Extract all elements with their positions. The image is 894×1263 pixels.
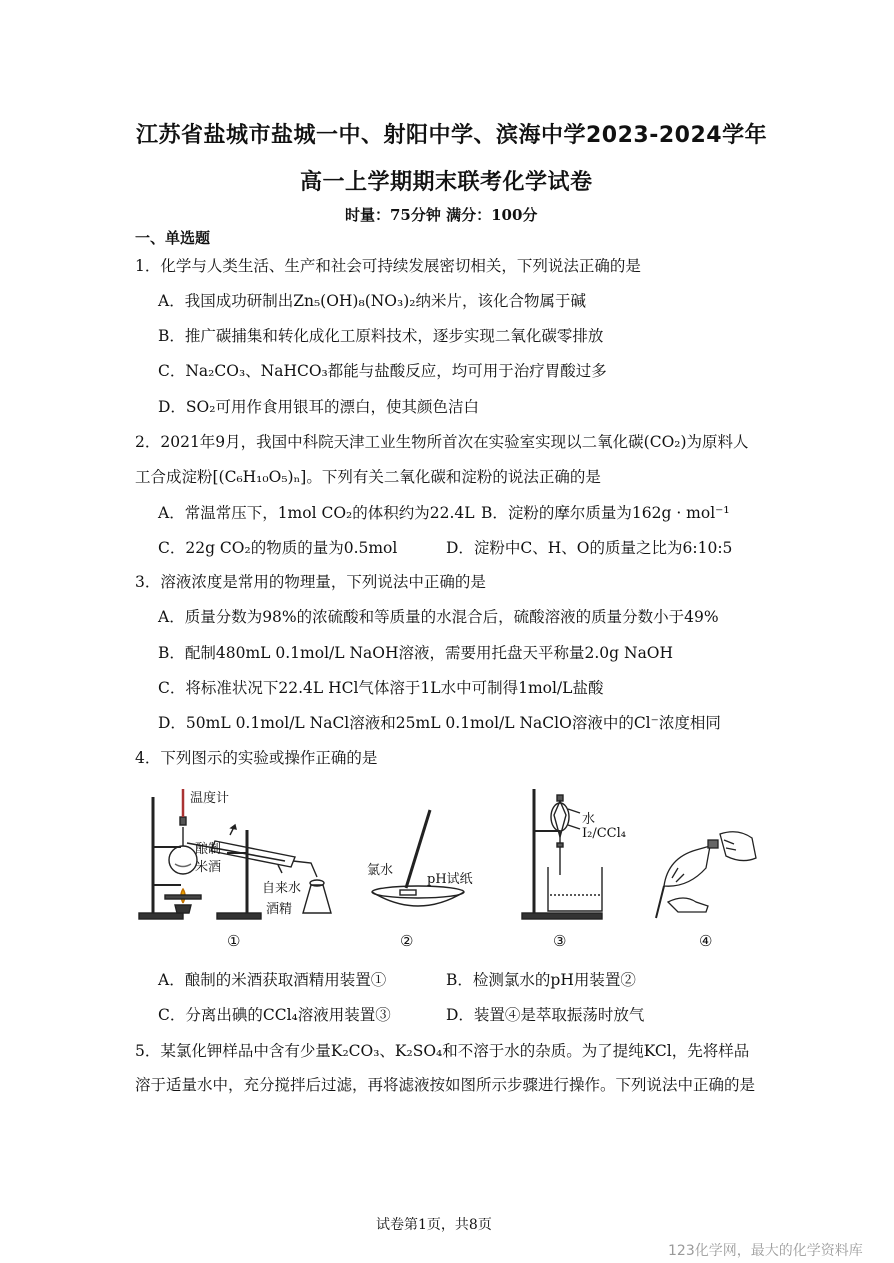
q3-option-b: B．配制480mL 0.1mol/L NaOH溶液，需要用托盘天平称量2.0g NaOH (158, 644, 674, 662)
q2-stem-line2: 工合成淀粉[(C₆H₁₀O₅)ₙ]。下列有关二氧化碳和淀粉的说法正确的是 (135, 468, 601, 486)
q1-option-c: C．Na₂CO₃、NaHCO₃都能与盐酸反应，均可用于治疗胃酸过多 (158, 362, 607, 380)
label-chlorine-water: 氯水 (367, 863, 394, 878)
label-rice-wine-2: 米酒 (195, 860, 222, 875)
q1-option-d: D．SO₂可用作食用银耳的漂白，使其颜色洁白 (158, 398, 479, 416)
figure-number-2: ② (400, 932, 414, 950)
q3-option-c: C．将标准状况下22.4L HCl气体溶于1L水中可制得1mol/L盐酸 (158, 679, 604, 697)
separatory-funnel-figure (518, 785, 618, 925)
figure-number-3: ③ (553, 932, 567, 950)
q1-option-b: B．推广碳捕集和转化成化工原料技术，逐步实现二氧化碳零排放 (158, 327, 604, 345)
q1-stem: 1．化学与人类生活、生产和社会可持续发展密切相关，下列说法正确的是 (135, 257, 641, 275)
q3-stem: 3．溶液浓度是常用的物理量，下列说法中正确的是 (135, 573, 486, 591)
q2-option-c: C．22g CO₂的物质的量为0.5mol (158, 539, 398, 557)
venting-funnel-figure (648, 828, 758, 923)
label-tap-water: 自来水 (262, 881, 302, 896)
q4-option-a: A．酿制的米酒获取酒精用装置① (158, 971, 387, 989)
watermark: 123化学网，最大的化学资料库 (668, 1243, 863, 1259)
q5-stem-line1: 5．某氯化钾样品中含有少量K₂CO₃、K₂SO₄和不溶于水的杂质。为了提纯KCl，先将样品 (135, 1042, 750, 1060)
q4-option-b: B．检测氯水的pH用装置② (446, 971, 636, 989)
figure-number-4: ④ (699, 932, 713, 950)
q4-option-d: D．装置④是萃取振荡时放气 (446, 1006, 645, 1024)
q3-option-a: A．质量分数为98%的浓硫酸和等质量的水混合后，硫酸溶液的质量分数小于49% (158, 608, 719, 626)
exam-meta: 时量：75分钟 满分：100分 (345, 206, 538, 224)
distillation-apparatus-figure (135, 785, 335, 925)
q2-option-d: D．淀粉中C、H、O的质量之比为6:10:5 (446, 539, 733, 557)
q4-stem: 4．下列图示的实验或操作正确的是 (135, 749, 378, 767)
label-ph-paper: pH试纸 (427, 872, 473, 887)
page-footer: 试卷第1页，共8页 (376, 1217, 492, 1233)
q2-option-b: B．淀粉的摩尔质量为162g · mol⁻¹ (481, 504, 730, 522)
label-iodine-ccl4: I₂/CCl₄ (582, 826, 626, 841)
q5-stem-line2: 溶于适量水中，充分搅拌后过滤，再将滤液按如图所示步骤进行操作。下列说法中正确的是 (135, 1076, 756, 1094)
title-line2: 高一上学期期末联考化学试卷 (300, 170, 593, 195)
label-alcohol: 酒精 (266, 902, 293, 917)
q3-option-d: D．50mL 0.1mol/L NaCl溶液和25mL 0.1mol/L NaClO溶液中的Cl⁻浓度相同 (158, 714, 721, 732)
q4-option-c: C．分离出碘的CCl₄溶液用装置③ (158, 1006, 391, 1024)
figure-number-1: ① (227, 932, 241, 950)
section-heading: 一、单选题 (135, 229, 211, 247)
q2-option-a: A．常温常压下，1mol CO₂的体积约为22.4L (158, 504, 475, 522)
label-water: 水 (582, 812, 596, 827)
q1-option-a: A．我国成功研制出Zn₅(OH)₈(NO₃)₂纳米片，该化合物属于碱 (158, 292, 586, 310)
q2-stem-line1: 2．2021年9月，我国中科院天津工业生物所首次在实验室实现以二氧化碳(CO₂)为原料人 (135, 433, 749, 451)
label-thermometer: 温度计 (190, 791, 230, 806)
label-rice-wine-1: 酿制 (195, 842, 222, 857)
title-line1: 江苏省盐城市盐城一中、射阳中学、滨海中学2023-2024学年 (136, 123, 768, 148)
